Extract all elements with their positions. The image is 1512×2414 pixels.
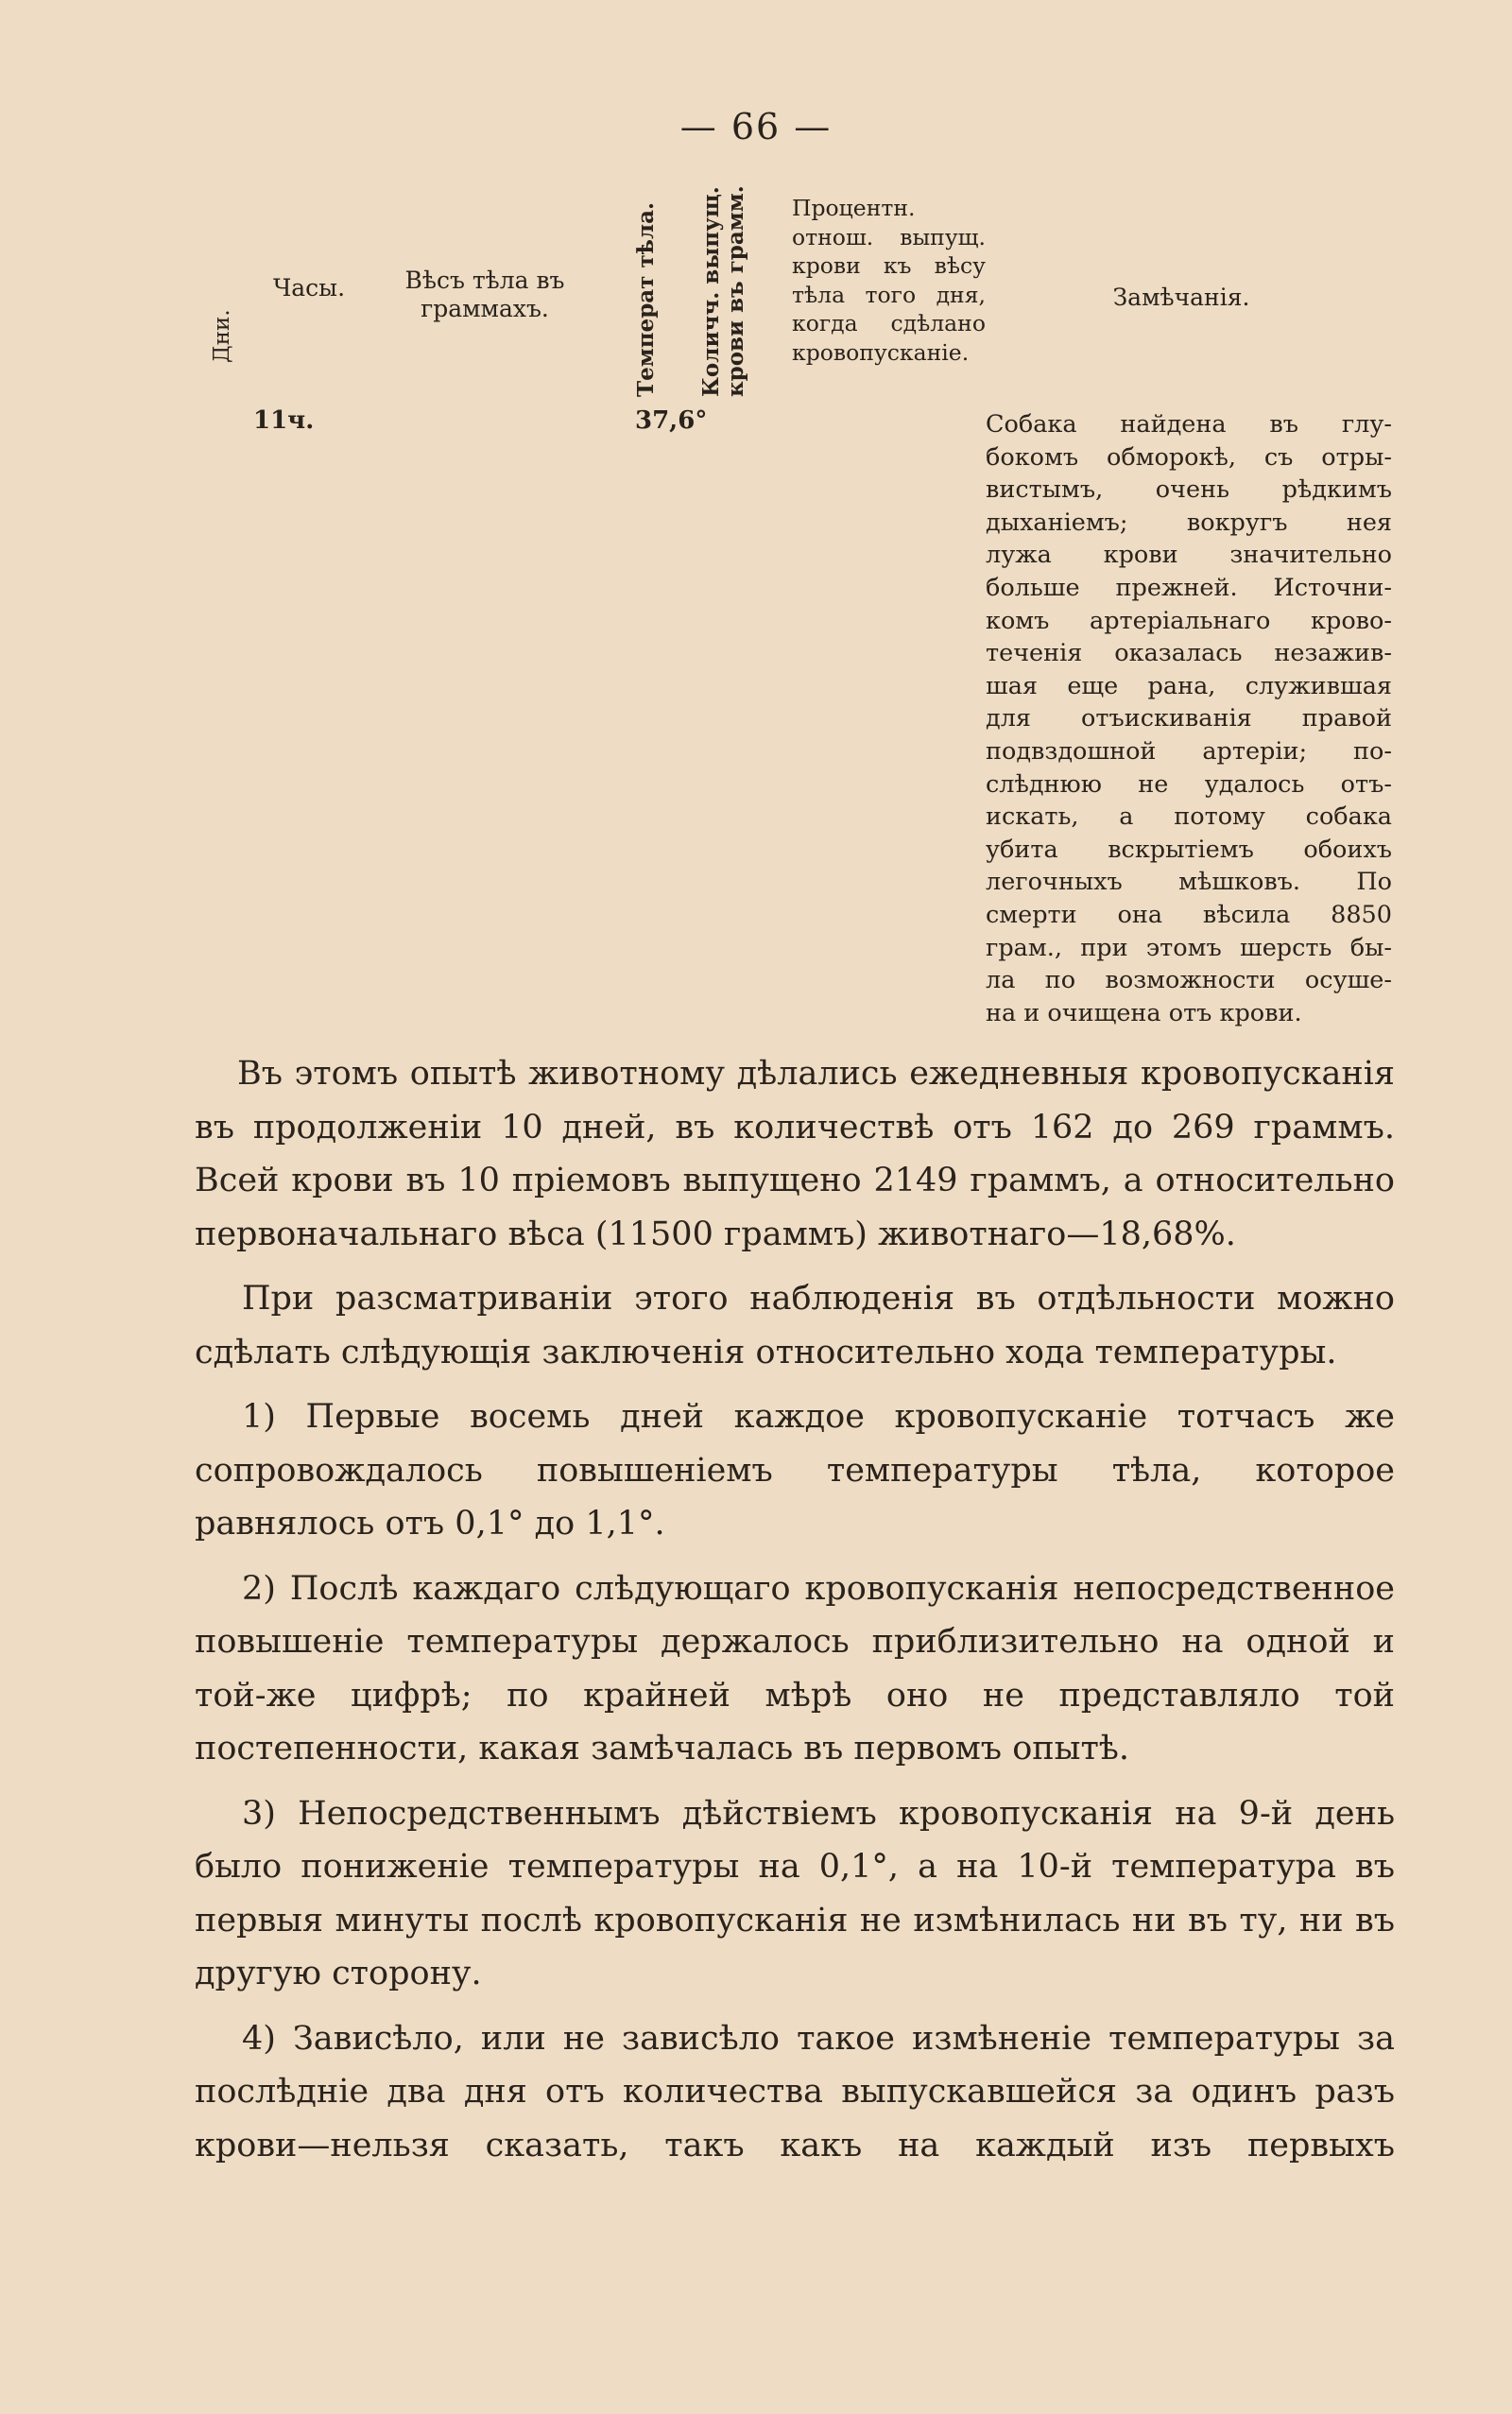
remark-line: подвздошной артеріи; по-	[986, 736, 1392, 766]
remark-line: шая еще рана, служившая	[986, 671, 1392, 700]
remark-line: легочныхъ мѣшковъ. По	[986, 868, 1392, 897]
remark-line: бокомъ обморокѣ, съ отры-	[986, 442, 1392, 472]
remark-line: лужа крови значительно	[986, 541, 1392, 570]
cell-temperature: 37,6°	[635, 406, 708, 435]
header-blood-amount: Количч. выпущ. крови въ грамм.	[698, 185, 748, 397]
paragraph: 1) Первые восемь дней каждое кровопусканіе тотчасъ же сопровождалось повышеніемъ температуры тѣла, которое равнялось отъ 0,1° до 1,1°.	[195, 1398, 1395, 1543]
remark-line: больше прежней. Источни-	[986, 573, 1392, 602]
body-text	[195, 1047, 1395, 2183]
remark-line: убита вскрытіемъ обоихъ	[986, 835, 1392, 864]
header-percent: Процентн. отнош. выпущ. крови къ вѣсу тѣла того дня, когда сдѣлано кровопусканіе.	[792, 195, 986, 366]
remark-line: теченія оказалась незажив-	[986, 639, 1392, 668]
header-days: Дни.	[210, 309, 234, 363]
paragraph: 4) Зависѣло, или не зависѣло такое измѣненіе температуры за послѣдніе два дня отъ количества выпускавшейся за одинъ разъ крови—нельзя сказать, такъ какъ на каждый изъ первыхъ	[195, 2019, 1395, 2164]
remark-line: ла по возможности осуше-	[986, 966, 1392, 995]
paragraph: Въ этомъ опытѣ животному дѣлались ежедневныя кровопусканія въ продолженіи 10 дней, въ количествѣ отъ 162 до 269 граммъ. Всей крови въ 10 пріемовъ выпущено 2149 граммъ, а относительно первоначальнаго вѣса (11500 граммъ) животнаго—18,68%.	[195, 1055, 1395, 1253]
remark-line: смерти она вѣсила 8850	[986, 900, 1392, 929]
remark-line: дыханіемъ; вокругъ нея	[986, 508, 1392, 537]
paragraph: При разсматриваніи этого наблюденія въ отдѣльности можно сдѣлать слѣдующія заключенія относительно хода температуры.	[195, 1280, 1395, 1371]
cell-hours: 11ч.	[253, 406, 315, 435]
remark-line: Собака найдена въ глу-	[986, 410, 1392, 439]
header-temperature: Температ тѣла.	[633, 202, 659, 397]
page-number: — 66 —	[679, 106, 833, 147]
header-weight: Вѣсъ тѣла въ граммахъ.	[404, 267, 565, 322]
remark-line: искать, а потому собака	[986, 802, 1392, 832]
remark-line: комъ артеріальнаго крово-	[986, 606, 1392, 635]
remark-line: на и очищена отъ крови.	[986, 998, 1302, 1027]
remark-line: грам., при этомъ шерсть бы-	[986, 933, 1392, 962]
header-hours: Часы.	[272, 274, 346, 302]
header-remarks: Замѣчанія.	[1112, 284, 1250, 311]
paragraph: 2) Послѣ каждаго слѣдующаго кровопусканія непосредственное повышеніе температуры держалось приблизительно на одной и той-же цифрѣ; по крайней мѣрѣ оно не представляло той постепенности, какая замѣчалась въ первомъ опытѣ.	[195, 1569, 1395, 1767]
remark-line: для отъискиванія правой	[986, 704, 1392, 733]
remarks-text	[986, 408, 1392, 1029]
remark-line: вистымъ, очень рѣдкимъ	[986, 475, 1392, 505]
paragraph: 3) Непосредственнымъ дѣйствіемъ кровопусканія на 9-й день было пониженіе температуры на 0,1°, а на 10-й температура въ первыя минуты послѣ кровопусканія не измѣнилась ни въ ту, ни въ другую сторону.	[195, 1794, 1395, 1992]
remark-line: слѣднюю не удалось отъ-	[986, 769, 1392, 799]
